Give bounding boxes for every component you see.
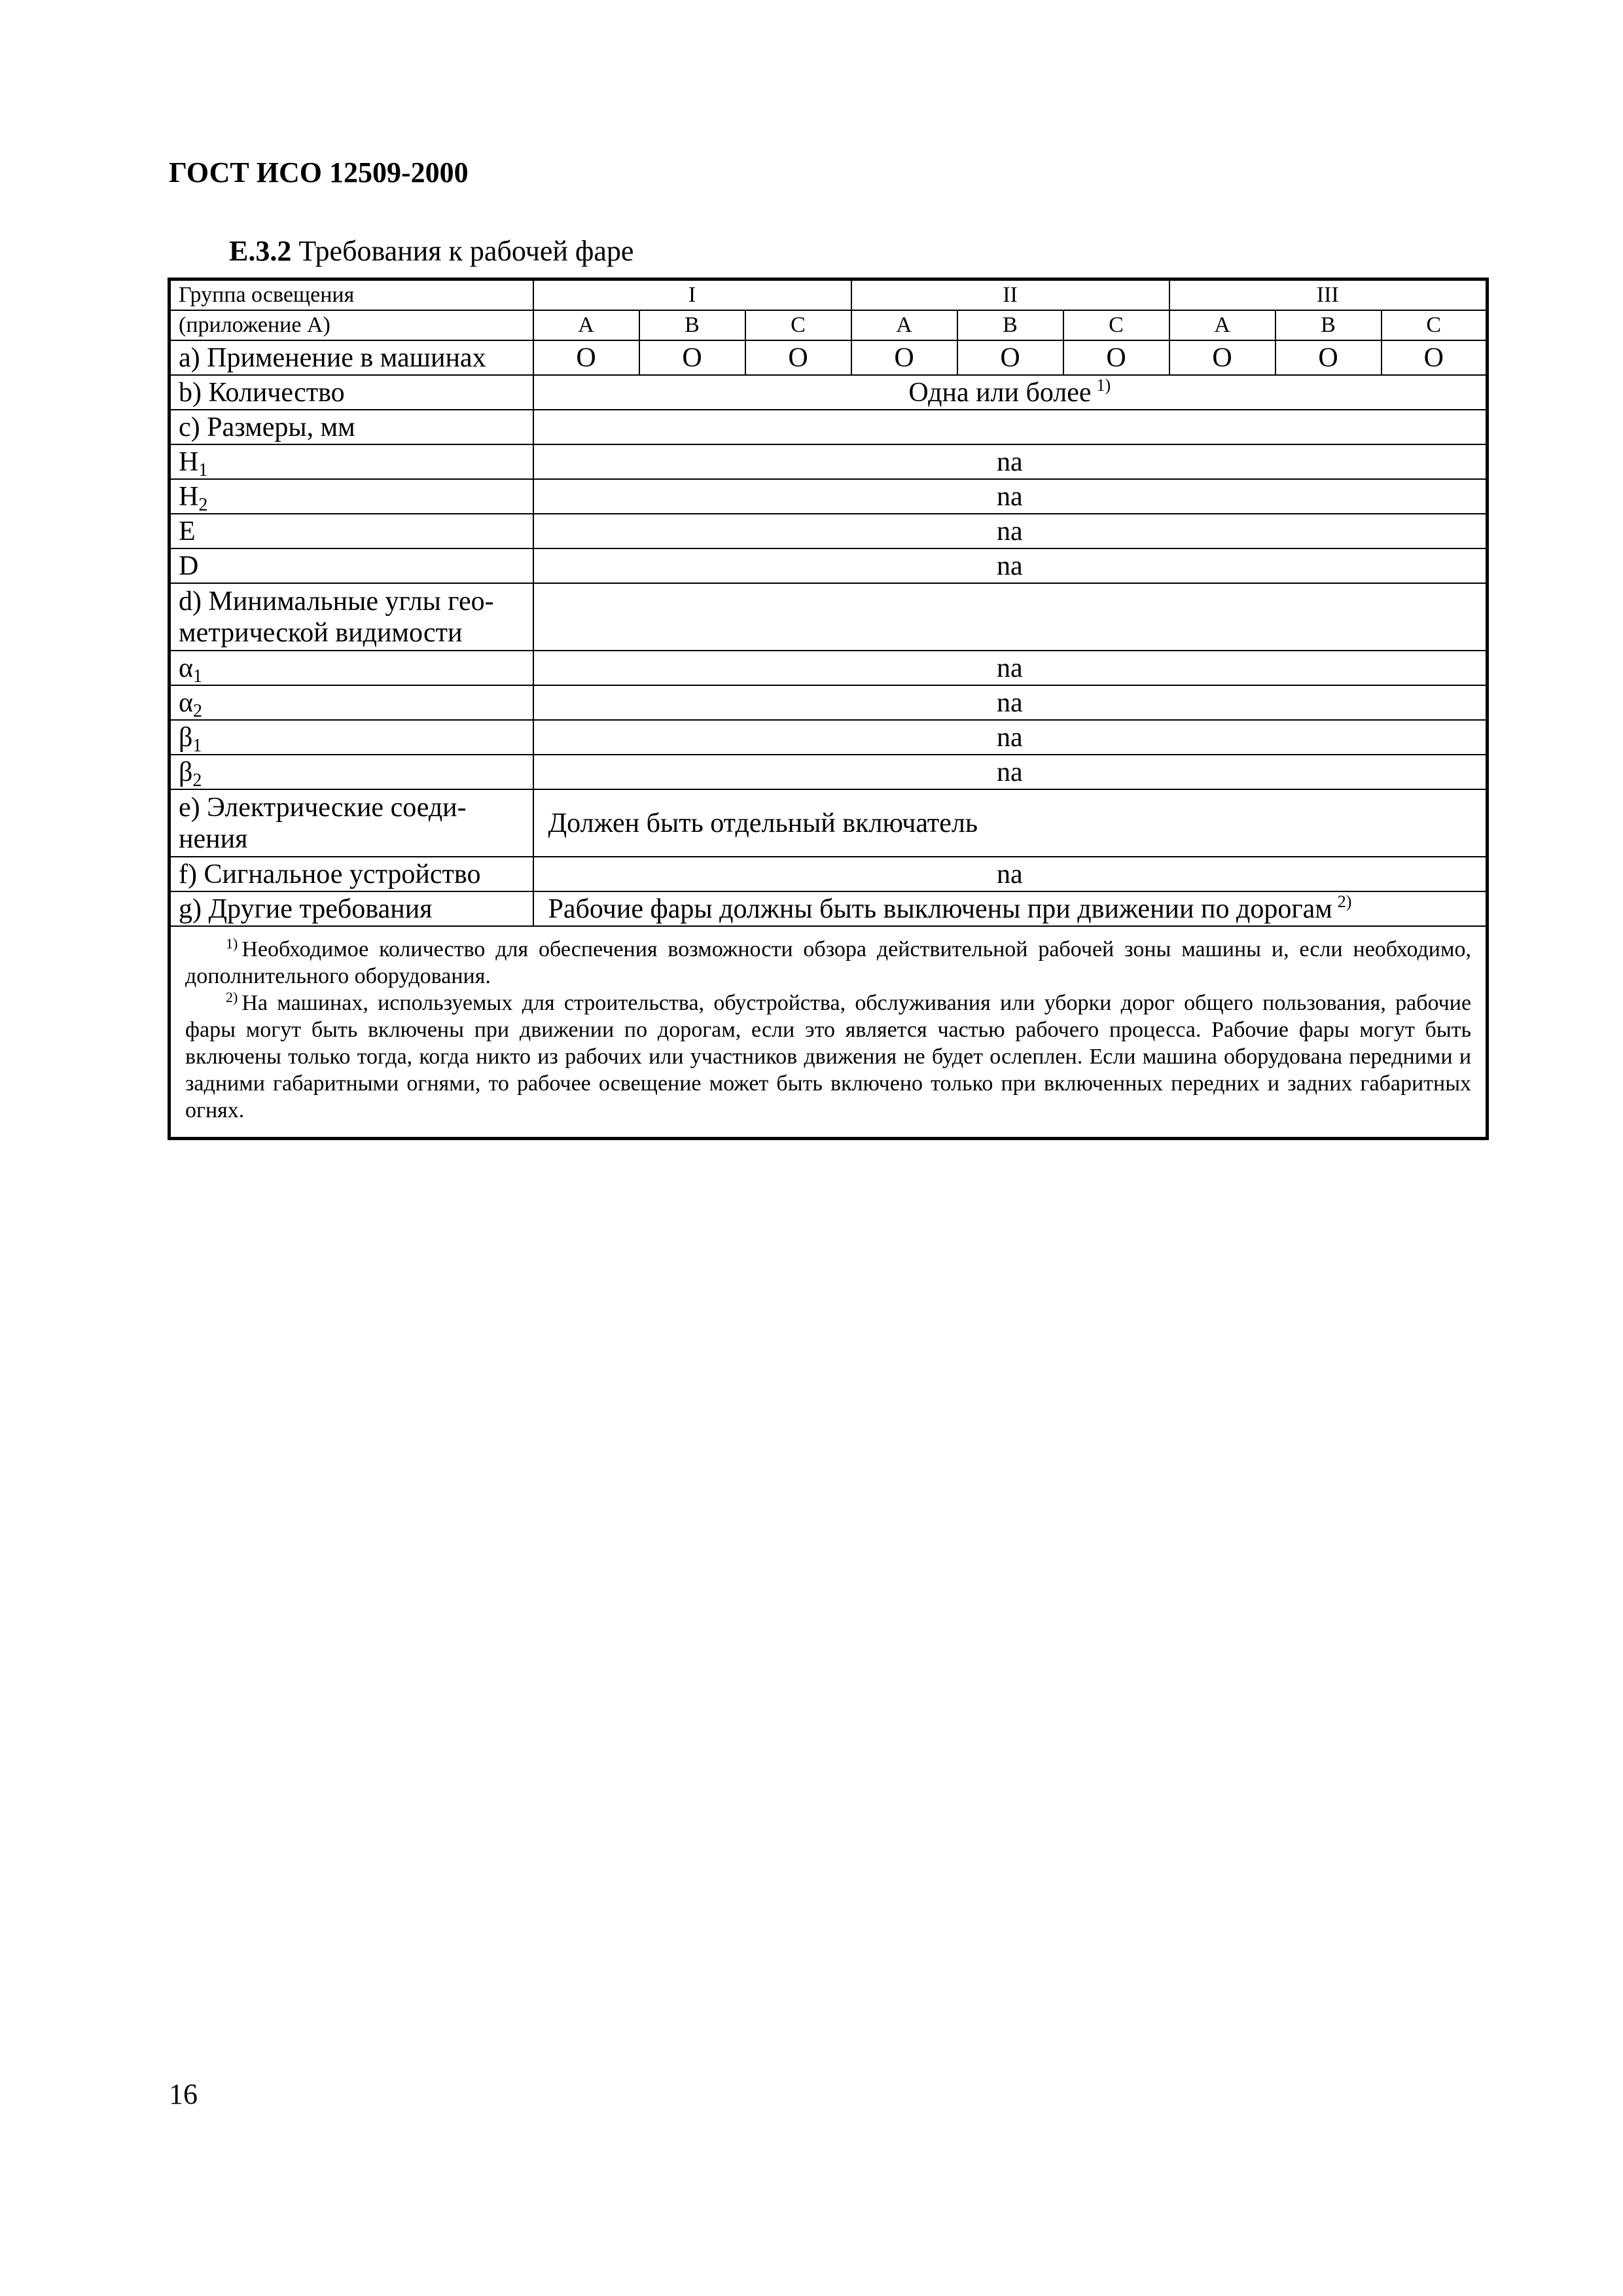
application-cell: O: [1063, 340, 1169, 375]
footnote-1: $^{1)}$ Необходимое количество для обеспечения возможности обзора действительной рабочей зоны машины и, если необходимо, дополнительного оборудования.: [185, 935, 1472, 988]
value-cell: na: [533, 514, 1488, 548]
footnote-ref-2: 2): [1337, 891, 1352, 911]
row-label: $\beta_2$: [169, 755, 533, 789]
table-row-dimensions: [169, 410, 1488, 444]
row-label: D: [169, 548, 533, 583]
value-cell: na: [533, 479, 1488, 514]
value-cell: Должен быть отдельный включатель: [533, 789, 1488, 857]
row-label: $\beta_1$: [169, 720, 533, 755]
row-label: f) Сигнальное устройство: [169, 857, 533, 891]
table-header-row-groups: [169, 279, 1488, 311]
table-row-electrical-connections: [169, 789, 1488, 857]
table-row-alpha2: [169, 685, 1488, 720]
row-label: E: [169, 514, 533, 548]
table-row-application: [169, 340, 1488, 375]
other-requirements-value: Рабочие фары должны быть выключены при движении по дорогам: [548, 893, 1332, 924]
row-label: е) Электрические соеди- нения: [169, 789, 533, 857]
table-row-h2: [169, 479, 1488, 514]
value-cell: na: [533, 548, 1488, 583]
group-ii-header: II: [851, 279, 1169, 311]
work-lamp-requirements-table: [168, 278, 1489, 1140]
application-cell: O: [1382, 340, 1488, 375]
row-label: $H_1$: [169, 444, 533, 479]
empty-value-cell: [533, 410, 1488, 444]
table-row-beta2: [169, 755, 1488, 789]
application-cell: O: [1169, 340, 1275, 375]
value-cell: [533, 891, 1488, 926]
table-row-quantity: [169, 375, 1488, 410]
annex-reference-label: (приложение А): [169, 310, 533, 340]
subgroup-header: C: [1063, 310, 1169, 340]
document-code: ГОСТ ИСО 12509-2000: [169, 156, 469, 188]
subgroup-header: B: [1275, 310, 1382, 340]
subgroup-header: B: [957, 310, 1063, 340]
subgroup-header: A: [851, 310, 957, 340]
lighting-group-label: Группа освещения: [169, 279, 533, 311]
section-title-text: Требования к рабочей фаре: [298, 235, 634, 267]
table-row-e-dimension: [169, 514, 1488, 548]
application-cell: O: [1275, 340, 1382, 375]
value-cell: na: [533, 444, 1488, 479]
section-number: E.3.2: [229, 235, 292, 267]
subgroup-header: C: [745, 310, 851, 340]
table-footnotes: [169, 926, 1488, 1139]
table-notes-row: [169, 926, 1488, 1139]
subgroup-header: B: [639, 310, 745, 340]
table-row-alpha1: [169, 651, 1488, 685]
row-label: с) Размеры, мм: [169, 410, 533, 444]
value-cell: na: [533, 651, 1488, 685]
quantity-value-cell: [533, 375, 1488, 410]
subgroup-header: A: [533, 310, 639, 340]
page-number: 16: [169, 2078, 198, 2110]
table-row-d-dimension: [169, 548, 1488, 583]
value-cell: na: [533, 720, 1488, 755]
row-label: $\alpha_1$: [169, 651, 533, 685]
table-header-row-subgroups: [169, 310, 1488, 340]
group-iii-header: III: [1169, 279, 1488, 311]
row-label: d) Минимальные углы гео- метрической видимости: [169, 583, 533, 651]
value-cell: na: [533, 857, 1488, 891]
section-heading: [229, 234, 633, 268]
table-row-other-requirements: [169, 891, 1488, 926]
application-cell: O: [957, 340, 1063, 375]
application-cell: O: [639, 340, 745, 375]
row-label: $H_2$: [169, 479, 533, 514]
empty-value-cell: [533, 583, 1488, 651]
table-row-signal-device: [169, 857, 1488, 891]
subgroup-header: C: [1382, 310, 1488, 340]
row-label: b) Количество: [169, 375, 533, 410]
group-i-header: I: [533, 279, 851, 311]
row-label: g) Другие требования: [169, 891, 533, 926]
application-cell: O: [533, 340, 639, 375]
table-row-h1: [169, 444, 1488, 479]
table-row-beta1: [169, 720, 1488, 755]
application-cell: O: [851, 340, 957, 375]
footnote-2: $^{2)}$ На машинах, используемых для строительства, обустройства, обслуживания или уборки дорог общего пользования, рабочие фары могут быть включены при движении по дорогам, если это является частью рабочего процесса. Рабочие фары могут быть включены только тогда, когда никто из рабочих или участников движения не будет ослеплен. Если машина оборудована передними и задними габаритными огнями, то рабочее освещение может быть включено только при включенных передних и задних габаритных огнях.: [185, 989, 1472, 1122]
footnote-ref-1: 1): [1096, 375, 1111, 395]
value-cell: na: [533, 685, 1488, 720]
subgroup-header: A: [1169, 310, 1275, 340]
value-cell: na: [533, 755, 1488, 789]
quantity-value: Одна или более: [908, 377, 1092, 408]
table-row-visibility-angles: [169, 583, 1488, 651]
row-label: а) Применение в машинах: [169, 340, 533, 375]
row-label: $\alpha_2$: [169, 685, 533, 720]
application-cell: O: [745, 340, 851, 375]
